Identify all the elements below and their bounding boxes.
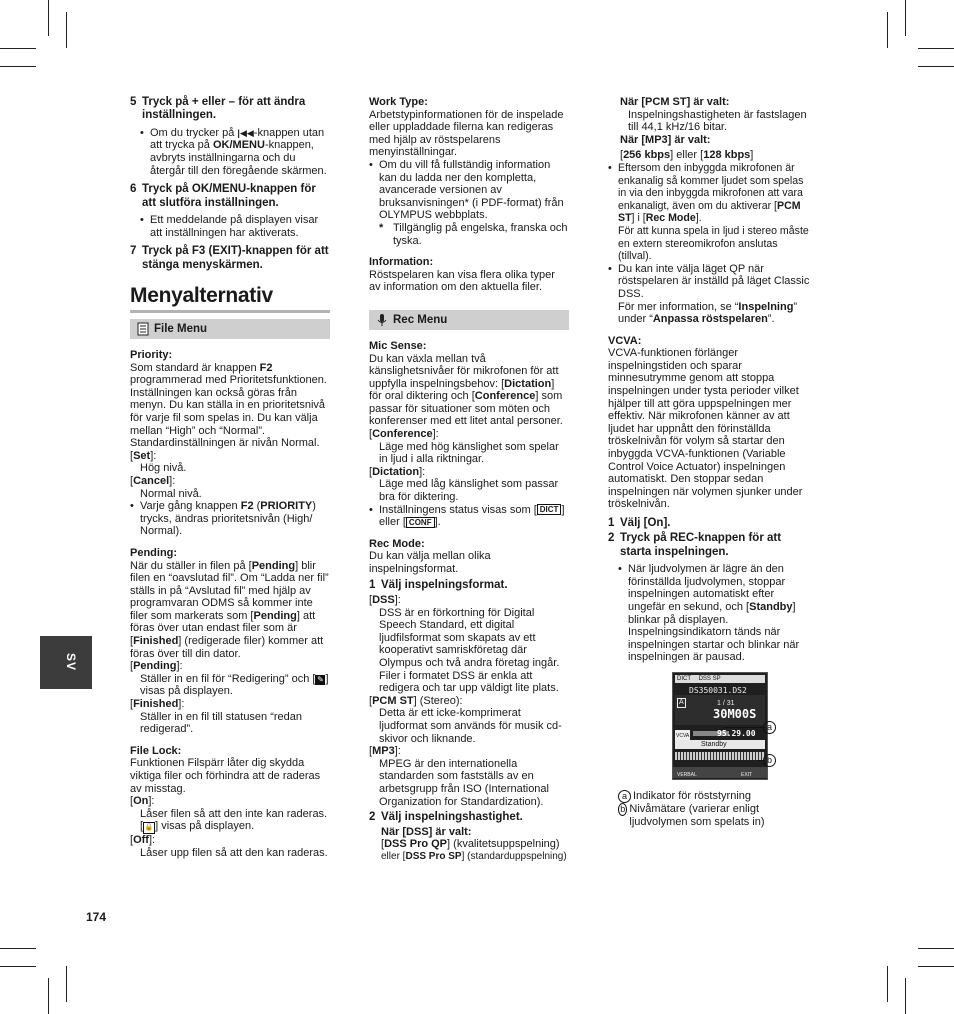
section-rule [130,310,330,313]
callout-line-a [723,727,763,728]
pending-heading: Pending: [130,546,178,559]
crop-mark [66,966,67,1002]
level-meter [675,752,765,760]
edit-pencil-icon: ✎ [317,674,324,684]
lcd-display: DICT DSS SP DS350031.DS2 A 1 / 31 30M00S VCVA 95.29.00 Standby VERBAL EXIT [672,672,768,780]
callout-a: a [763,721,776,734]
crop-mark [918,966,954,967]
column-2: Work Type: Arbetstypinformationen för de inspelade eller uppladdade filerna kan redigeras med hjälp av röstspelarens menyinställningar. • Om du vill få fullständig information kan du ladda ner den kompletta, avancerade versionen av bruksanvisningen* (i PDF-format) från OLYMPUS webbplats. * Tillgänglig på engelska, franska och tyska. Information: Röstspelaren kan visa flera olika typer av information om den aktuella filer. Rec Menu Mic Sense: Du kan växla mellan två känslighetsnivåer för mikrofonen för att uppfylla inspelningsbehov: [Dictation] för oral diktering och [Conference] som passar för situationer som möten och konferenser med ett litet antal personer. [Conference]: Läge med hög känslighet som spelar in ljud i alla riktningar. [Dictation]: Läge med låg känslighet som passar bra för diktering. • Inställningens status visas som [ DICT ] eller [ CONF ]. Rec Mode: Du kan välja mellan olika inspelningsformat. 1 Välj inspelningsformat. [DSS]: DSS är en förkortning för Digital Speech Standard, ett digital ljudfilsformat som skapats av ett kooperativt samriskföretag där Olympus och två andra företag ingår. Filer i formatet DSS är enkla att redigera och tar upp väldigt lite plats. [PCM ST] (Stereo): Detta är ett icke-komprimerat ljudformat som används för musik cd-skivor och liknande. [MP3]: MPEG är den internationella standarden som fastställs av en arbetsgrupp från ISO (International Organization for Standardization). 2 Välj inspelningshastighet. När [DSS] är valt: [DSS Pro QP] (kvalitetsuppspelning) eller [DSS Pro SP] (standarduppspelning) [369,96,568,862]
file-menu-bar: File Menu [130,319,330,339]
dict-mode-icon: DICT [537,504,562,515]
pending-text: När du ställer in filen på [Pending] blir filen en “oavslutad fil”. Om “Ladda ner fil” ställs in på “Avslutad fil” med hjälp av programvaran ODMS så kommer inte filer som markerats som [Pending] att föras över utan endast filer som är [Finished] (redigerade filer) kommer att föras över till din dator. [130,559,329,660]
step-6-bullet: • Ett meddelande på displayen visar att inställningen har aktiverats. [140,214,319,239]
column-1: 5 Tryck på + eller – för att ändra inställningen. • Om du trycker på |◀◀-knappen utan att trycka på OK/MENU-knappen, avbryts inställningarna och du återgår till den föregående skärmen. 6 Tryck på OK/MENU-knappen för att slutföra inställningen. • Ett meddelande på displayen visar att inställningen har aktiverats. 7 Tryck på F3 (EXIT)-knappen för att stänga menyskärmen. Menyalternativ File Menu Priority: Som standard är knappen F2 programmerad med Prioritetsfunktionen. Inställningen kan också göras från menyn. Du kan ställa in en prioritetsnivå för varje fil som spelas in. Du kan välja mellan “High” och “Normal”. Standardinställningen är nivån Normal. [Set]: Hög nivå. [Cancel]: Normal nivå. • Varje gång knappen F2 (PRIORITY) trycks, ändras prioritetsnivån (High/ Normal). Pending: När du ställer in filen på [Pending] blir filen en “oavslutad fil”. Om “Ladda ner fil” ställs in på “Avslutad fil” med hjälp av programvaran ODMS så kommer inte filer som markerats som [Pending] att föras över utan endast filer som är [Finished] (redigerade filer) kommer att föras över till din dator. [Pending]: Ställer in en fil för “Redigering” och [ ✎ ] visas på displayen. [Finished]: Ställer in en fil till statusen “redan redigerad”. File Lock: Funktionen Filspärr låter dig skydda viktiga filer och förhindra att de raderas av misstag. [On]: Låser filen så att den inte kan raderas. [ 🔒 ] visas på displayen. [Off]: Låser upp filen så att den kan raderas. [130,96,329,859]
step-5-bullet: • Om du trycker på |◀◀-knappen utan att trycka på OK/MENU-knappen, avbryts inställningarna och du återgår till den föregående skärmen. [140,126,327,177]
step-7: 7 Tryck på F3 (EXIT)-knappen för att stänga menyskärmen. [130,245,329,271]
crop-mark [48,978,49,1014]
rec-menu-bar: Rec Menu [369,310,569,330]
crop-mark [887,12,888,48]
step-6: 6 Tryck på OK/MENU-knappen för att slutföra inställningen. [130,183,316,209]
crop-mark [0,966,36,967]
crop-mark [918,66,954,67]
crop-mark [0,48,36,49]
crop-mark [918,48,954,49]
crop-mark [887,966,888,1002]
microphone-icon [375,313,389,327]
worktype-heading: Work Type: [369,96,428,108]
skip-back-icon: |◀◀ [237,127,254,138]
vcva-heading: VCVA: [608,334,642,347]
crop-mark [918,948,954,949]
filelock-heading: File Lock: [130,744,182,757]
section-title: Menyalternativ [130,284,273,307]
page-number: 174 [86,910,107,924]
priority-heading: Priority: [130,349,173,361]
priority-bullet: • Varje gång knappen F2 (PRIORITY) trycks, ändras prioritetsnivån (High/ Normal). [130,500,316,538]
mic-sense-heading: Mic Sense: [369,339,427,352]
rec-mode-heading: Rec Mode: [369,537,425,550]
crop-mark [905,0,906,36]
crop-mark [66,12,67,48]
crop-mark [0,66,36,67]
step-5: 5 Tryck på + eller – för att ändra inställningen. [130,96,306,122]
file-menu-icon [136,322,150,336]
lock-icon: 🔒 [143,822,155,834]
priority-text: Som standard är knappen F2 programmerad med Prioritetsfunktionen. Inställningen kan också göras från menyn. Du kan ställa in en prioritetsnivå för varje fil som spelas in. Du kan välja mellan “High” och “Normal”. Standardinställningen är nivån Normal. [130,361,327,450]
information-heading: Information: [369,256,434,269]
crop-mark [905,978,906,1014]
crop-mark [0,948,36,949]
column-3: När [PCM ST] är valt: Inspelningshastigheten är fastslagen till 44,1 kHz/16 bitar. När [MP3] är valt: [256 kbps] eller [128 kbps] • Eftersom den inbyggda mikrofonen är enkanalig så kommer ljudet som spelas in via den inbyggda mikrofonen att vara enkanaligt, även om du aktiverar [PCM ST] i [Rec Mode]. För att kunna spela in ljud i stereo måste en extern stereomikrofon anslutas (tillval). • Du kan inte välja läget QP när röstspelaren är inställd på läget Classic DSS. För mer information, se “Inspelning” under “Anpassa röstspelaren”. VCVA: VCVA-funktionen förlänger inspelningstiden och sparar minnesutrymme genom att stoppa inspelningen under tysta perioder vilket hjälper till att göra uppspelningen mer effektiv. När mikrofonen känner av att ljudet har uppnått den förinställda tröskelnivån för volym så startar den inbyggda VCVA-funktionen (Variable Control Voice Actuator) inspelningen automatiskt. Den stoppar sedan inspelningen när volymen sjunker under tröskelnivån. 1 Välj [On]. 2 Tryck på REC-knappen för att starta inspelningen. • När ljudvolymen är lägre än den förinställda ljudvolymen, stoppar inspelningen automatiskt efter ungefär en sekund, och [Standby] blinkar på displayen. Inspelningsindikatorn tänds när inspelningen startar och blinkar när inspelningen är pausad. DICT DSS SP DS350031.DS2 A 1 / 31 30M00S VCVA 95.29.00 Standby VERBAL EXIT a b a Indikator för röststyrning b Nivåmätare (varierar enligt ljudvolymen som spelats in) [608,96,810,828]
crop-mark [48,0,49,36]
conf-mode-icon: CONF [406,517,435,528]
language-tab: SV [40,636,92,689]
callout-b: b [763,754,776,767]
